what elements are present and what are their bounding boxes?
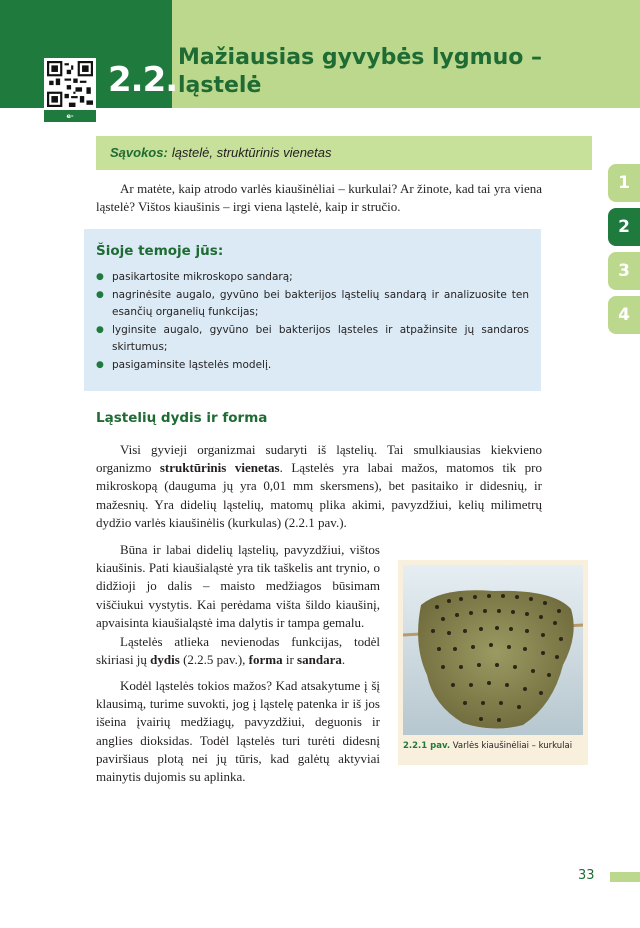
page-number: 33 [578, 868, 595, 883]
figure-caption [403, 741, 583, 751]
concepts-terms: ląstelė, struktūrinis vienetas [171, 145, 332, 160]
list-item: ● lyginsite augalo, gyvūno bei bakterijos ląsteles ir atpažinsite jų sandaros skirtumus; [96, 322, 529, 357]
intro-text: Ar matėte, kaip atrodo varlės kiaušinėliai – kurkulai? Ar žinote, kad tai yra viena ląstelė? Vištos kiaušinis – irgi viena ląstelė, kaip ir stručio. [96, 181, 542, 215]
term-structural-unit: struktūrinis vienetas [159, 460, 280, 476]
figure-frog-spawn [398, 560, 588, 765]
topic-goals-heading: Šioje temoje jūs: [96, 243, 224, 259]
qr-link-text[interactable]: e-lankos.lt/g51d [44, 112, 97, 132]
concepts-label: Sąvokos: [110, 145, 168, 160]
topic-goals-list [96, 269, 529, 374]
figure-label: 2.2.1 pav. [403, 741, 451, 751]
concepts-bar [96, 136, 592, 170]
topic-goals-box [84, 229, 541, 391]
term-structure: sandara [297, 652, 342, 668]
section-heading: Ląstelių dydis ir forma [96, 410, 268, 426]
section-number: 2.2. [108, 60, 178, 100]
paragraph-3: Ląstelės atlieka nevienodas funkcijas, todėl skiriasi jų dydis (2.2.5 pav.), forma ir sandara. [96, 634, 380, 668]
qr-code-icon [47, 61, 93, 107]
qr-code[interactable] [44, 58, 96, 110]
intro-paragraph [96, 180, 542, 216]
term-size: dydis [150, 652, 180, 668]
list-item: ● pasigaminsite ląstelės modelį. [96, 357, 529, 375]
paragraph-1: Visi gyvieji organizmai sudaryti iš ląstelių. Tai smulkiausias kiekvieno organizmo struktūrinis vienetas. Ląstelės yra labai mažos, matomos tik pro mikroskopą (dauguma jų yra 0,01 mm skersmens), bet pasitaiko ir didesnių, ir mažesnių. Yra didelių ląstelių, matomų plika akimi, pavyzdžiui, kelių milimetrų dydžio varlės kiaušinėlis (kurkulas) (2.2.1 pav.). [96, 442, 543, 530]
chapter-tab-3[interactable]: 3 [608, 252, 640, 290]
paragraph-2: Būna ir labai didelių ląstelių, pavyzdžiui, vištos kiaušinis. Pati kiaušialąstė yra tik taškelis ant trynio, o didžioji jo dalis – maisto medžiagos būsimam viščiukui vystytis. Kai perėdama višta šildo kiaušinį, apvaisinta kiaušialąstė ima dalytis ir tampa gemalu. [96, 542, 380, 630]
chapter-tab-2[interactable]: 2 [608, 208, 640, 246]
figure-caption-text: Varlės kiaušinėliai – kurkulai [452, 741, 573, 751]
chapter-tab-1[interactable]: 1 [608, 164, 640, 202]
chapter-tab-4[interactable]: 4 [608, 296, 640, 334]
term-form: forma [248, 652, 283, 668]
page-title: Mažiausias gyvybės lygmuo – ląstelė [178, 45, 543, 98]
frog-spawn-photo [403, 565, 583, 735]
paragraph-4: Kodėl ląstelės tokios mažos? Kad atsakytume į šį klausimą, turime suvokti, jog į ląstelę patenka ir iš jos išeina įvairių medžiagų, pavyzdžiui, deguonis ir anglies dioksidas. Todėl ląstelės turi turėti didesnį paviršiaus plotą nei jų tūris, kad galėtų aktyviai mainytis dujomis su aplinka. [96, 678, 380, 785]
chapter-tabs [608, 164, 640, 340]
page-number-bar [610, 872, 640, 882]
list-item: ● nagrinėsite augalo, gyvūno bei bakterijos ląstelių sandarą ir analizuosite ten esančių organelių funkcijas; [96, 287, 529, 322]
list-item: ● pasikartosite mikroskopo sandarą; [96, 269, 529, 287]
